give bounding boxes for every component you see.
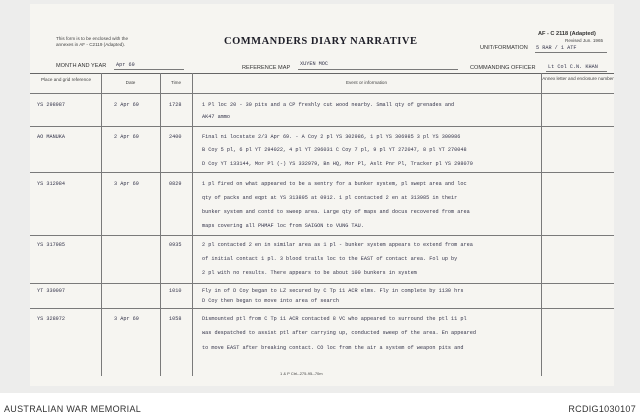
grid-ref: YS 312984 xyxy=(37,181,66,187)
event-line: of initial contact 1 pl. 3 blood trails loc to the EAST of contact area. Fol up by xyxy=(202,256,458,262)
col-date: Date xyxy=(125,80,136,85)
refmap-value: XUYEN MOC xyxy=(300,61,329,67)
unit-label: UNIT/FORMATION xyxy=(480,45,528,51)
form-revised: Revised Jun. 1965 xyxy=(565,38,604,43)
month-label: MONTH AND YEAR xyxy=(56,63,107,69)
event-line: D Coy then began to move into area of search xyxy=(202,298,339,304)
refmap-label: REFERENCE MAP xyxy=(242,65,291,71)
col-time: Time xyxy=(170,80,182,85)
event-line: bunker system and contd to sweep area. Large qty of maps and docus recovered from area xyxy=(202,209,470,215)
entry-time: 2400 xyxy=(169,134,182,140)
event-line: was despatched to assist ptl after carrying up, conducted sweep of the area. En appeared xyxy=(202,330,476,336)
entry-date: 2 Apr 69 xyxy=(114,102,139,108)
enclosure-note-2: annexes in AF - C2119 (Adapted). xyxy=(56,42,126,47)
event-line: Fly in of D Coy began to LZ secured by C Tp 11 ACR elms. Fly in complete by 1130 hrs xyxy=(202,288,464,294)
month-value: Apr 69 xyxy=(116,62,135,68)
grid-ref: YS 328972 xyxy=(37,316,66,322)
event-line: 2 pl with no results. There appears to be about 100 bunkers in system xyxy=(202,270,417,276)
grid-ref: YS 298987 xyxy=(37,102,66,108)
entry-date: 3 Apr 69 xyxy=(114,181,139,187)
archive-footer xyxy=(0,393,640,420)
event-line: 1 Pl loc 20 - 30 pits and a CP freshly cut wood nearby. Small qty of grenades and xyxy=(202,102,455,108)
footer-record-id: RCDIG1030107 xyxy=(568,404,636,414)
print-line: 1 & P Ctrl--275-95--70m xyxy=(280,371,323,376)
event-line: B Coy 5 pl, 6 pl YT 294022, 4 pl YT 296031 C Coy 7 pl, 9 pl YT 272047, 8 pl YT 270048 xyxy=(202,147,467,153)
col-annex: Annex letter and enclosure number xyxy=(542,76,614,81)
form-code: AF - C 2118 (Adapted) xyxy=(538,31,596,37)
event-line: AK47 ammo xyxy=(202,114,231,120)
event-line: qty of packs and eqpt at YS 313895 at 0912. 1 pl contacted 2 en at 313985 in their xyxy=(202,195,458,201)
entry-time: 1058 xyxy=(169,316,182,322)
enclosure-note-1: This form is to be enclosed with the xyxy=(56,36,129,41)
event-line: D Coy YT 133144, Mor Pl (-) YS 332979, Bn HQ, Mor Pl, Aslt Pnr Pl, Tracker pl YS 298070 xyxy=(202,161,473,167)
event-line: to move EAST after breaking contact. CO loc from the air a system of weapon pits and xyxy=(202,345,464,351)
event-line: 1 pl fired on what appeared to be a sentry for a bunker system, pl swept area and loc xyxy=(202,181,467,187)
event-line: 2 pl contacted 2 en in similar area as 1 pl - bunker system appears to extend from area xyxy=(202,242,473,248)
grid-ref: YS 317985 xyxy=(37,242,66,248)
footer-archive-name: AUSTRALIAN WAR MEMORIAL xyxy=(4,404,142,414)
event-line: Dismounted ptl from C Tp 11 ACR contacted 8 VC who appeared to surround the ptl 11 pl xyxy=(202,316,467,322)
grid-ref: YT 330007 xyxy=(37,288,66,294)
co-label: COMMANDING OFFICER xyxy=(470,65,536,71)
entry-date: 3 Apr 69 xyxy=(114,316,139,322)
event-line: Final ni locstate 2/3 Apr 69. - A Coy 2 pl YS 302986, 1 pl YS 306985 3 pl YS 300986 xyxy=(202,134,461,140)
entry-date: 2 Apr 69 xyxy=(114,134,139,140)
entry-time: 0829 xyxy=(169,181,182,187)
col-event: Event or information xyxy=(345,80,388,85)
co-value: Lt Col C.N. KHAN xyxy=(548,64,598,70)
entry-time: 1010 xyxy=(169,288,182,294)
entry-time: 1728 xyxy=(169,102,182,108)
entry-time: 0935 xyxy=(169,242,182,248)
diary-sheet xyxy=(30,4,614,386)
col-place: Place and grid reference xyxy=(40,77,92,82)
page-title: COMMANDERS DIARY NARRATIVE xyxy=(224,36,418,47)
unit-value: 5 RAR / 1 ATF xyxy=(536,45,577,51)
grid-ref: AO MANUKA xyxy=(37,134,66,140)
event-line: maps covering all PHMAF loc from SAIGON to VUNG TAU. xyxy=(202,223,364,229)
